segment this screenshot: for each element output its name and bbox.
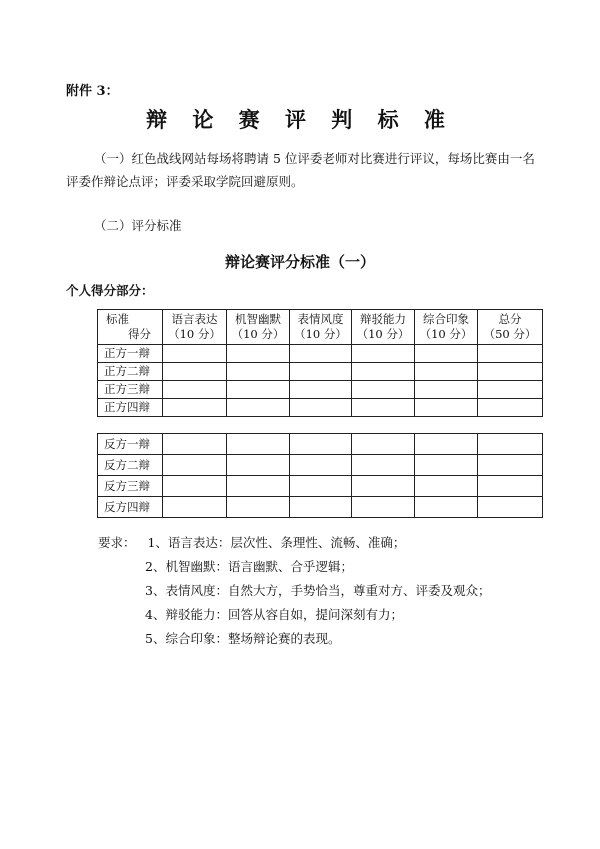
table-title: 辩论赛评分标准（一） [224, 253, 375, 271]
score-cell [415, 345, 478, 363]
score-cell [163, 381, 227, 399]
score-cell [227, 381, 290, 399]
attachment-label: 附件 3： [66, 84, 119, 99]
table-row [98, 497, 543, 518]
score-cell [290, 434, 352, 455]
column-points: （50 分） [483, 327, 537, 341]
column-name: 综合印象 [423, 312, 469, 326]
section-label: 个人得分部分： [66, 283, 154, 298]
score-cell [415, 363, 478, 381]
score-cell [227, 434, 290, 455]
score-cell [415, 476, 478, 497]
score-cell [415, 381, 478, 399]
table-row [98, 476, 543, 497]
score-cell [352, 345, 415, 363]
score-cell [415, 497, 478, 518]
column-header [227, 310, 290, 345]
score-cell [290, 497, 352, 518]
score-cell [415, 399, 478, 417]
score-cell [290, 476, 352, 497]
score-cell [227, 497, 290, 518]
score-cell [478, 476, 543, 497]
score-cell [478, 497, 543, 518]
score-cell [163, 455, 227, 476]
score-cell [478, 345, 543, 363]
score-cell [290, 455, 352, 476]
score-cell [227, 476, 290, 497]
score-cell [227, 345, 290, 363]
score-cell [352, 399, 415, 417]
requirements-label: 要求： [98, 535, 136, 550]
corner-cell [98, 310, 163, 345]
debater-label: 反方一辩 [98, 434, 163, 455]
scoring-standard-heading: （二）评分标准 [94, 218, 182, 233]
debater-label: 反方三辩 [98, 476, 163, 497]
score-cell [163, 399, 227, 417]
score-cell [163, 497, 227, 518]
score-cell [163, 434, 227, 455]
score-cell [163, 476, 227, 497]
table-row [98, 399, 543, 417]
debater-label: 反方二辩 [98, 455, 163, 476]
score-cell [290, 363, 352, 381]
requirement-item: 3、表情风度：自然大方，手势恰当，尊重对方、评委及观众； [145, 583, 491, 598]
column-name: 机智幽默 [235, 312, 281, 326]
negative-score-table [97, 433, 543, 518]
table-row [98, 455, 543, 476]
score-cell [227, 455, 290, 476]
requirement-item: 2、机智幽默：语言幽默、合乎逻辑； [145, 559, 353, 574]
column-header [415, 310, 478, 345]
debater-label: 正方三辩 [98, 381, 163, 399]
corner-score-label: 得分 [128, 327, 151, 341]
score-cell [227, 363, 290, 381]
column-name: 辩驳能力 [360, 312, 406, 326]
requirement-item: 5、综合印象：整场辩论赛的表现。 [145, 631, 341, 646]
score-cell [478, 381, 543, 399]
score-cell [290, 345, 352, 363]
debater-label: 反方四辩 [98, 497, 163, 518]
table-row [98, 345, 543, 363]
column-header [290, 310, 352, 345]
corner-standard-label: 标准 [106, 312, 129, 326]
score-cell [352, 434, 415, 455]
score-cell [478, 363, 543, 381]
score-cell [478, 434, 543, 455]
score-cell [352, 497, 415, 518]
table-row [98, 434, 543, 455]
score-cell [352, 476, 415, 497]
column-points: （10 分） [356, 327, 410, 341]
column-name: 语言表达 [171, 312, 218, 326]
debater-label: 正方一辩 [98, 345, 163, 363]
score-cell [415, 434, 478, 455]
column-points: （10 分） [231, 327, 285, 341]
score-cell [415, 455, 478, 476]
requirement-item: 1、语言表达：层次性、条理性、流畅、准确； [147, 535, 406, 550]
table-row [98, 363, 543, 381]
score-cell [478, 399, 543, 417]
table-row [98, 381, 543, 399]
column-header [352, 310, 415, 345]
score-cell [352, 363, 415, 381]
debater-label: 正方四辩 [98, 399, 163, 417]
column-header [163, 310, 227, 345]
column-header [478, 310, 543, 345]
column-points: （10 分） [419, 327, 473, 341]
requirement-item: 4、辩驳能力：回答从容自如，提问深刻有力； [145, 607, 403, 622]
affirmative-score-table [97, 309, 543, 417]
score-cell [227, 399, 290, 417]
score-cell [290, 399, 352, 417]
table-header-row [98, 310, 543, 345]
column-name: 表情风度 [297, 312, 344, 326]
column-points: （10 分） [294, 327, 347, 341]
score-cell [352, 455, 415, 476]
score-cell [478, 455, 543, 476]
score-cell [163, 345, 227, 363]
requirements-lead [98, 531, 405, 555]
score-cell [352, 381, 415, 399]
column-points: （10 分） [168, 327, 221, 341]
score-cell [290, 381, 352, 399]
debater-label: 正方二辩 [98, 363, 163, 381]
score-cell [163, 363, 227, 381]
page-title: 辩 论 赛 评 判 标 准 [146, 107, 454, 132]
column-name: 总分 [498, 312, 522, 326]
intro-paragraph: （一）红色战线网站每场将聘请 5 位评委老师对比赛进行评议，每场比赛由一名评委作辩论点评；评委采取学院回避原则。 [66, 151, 535, 189]
